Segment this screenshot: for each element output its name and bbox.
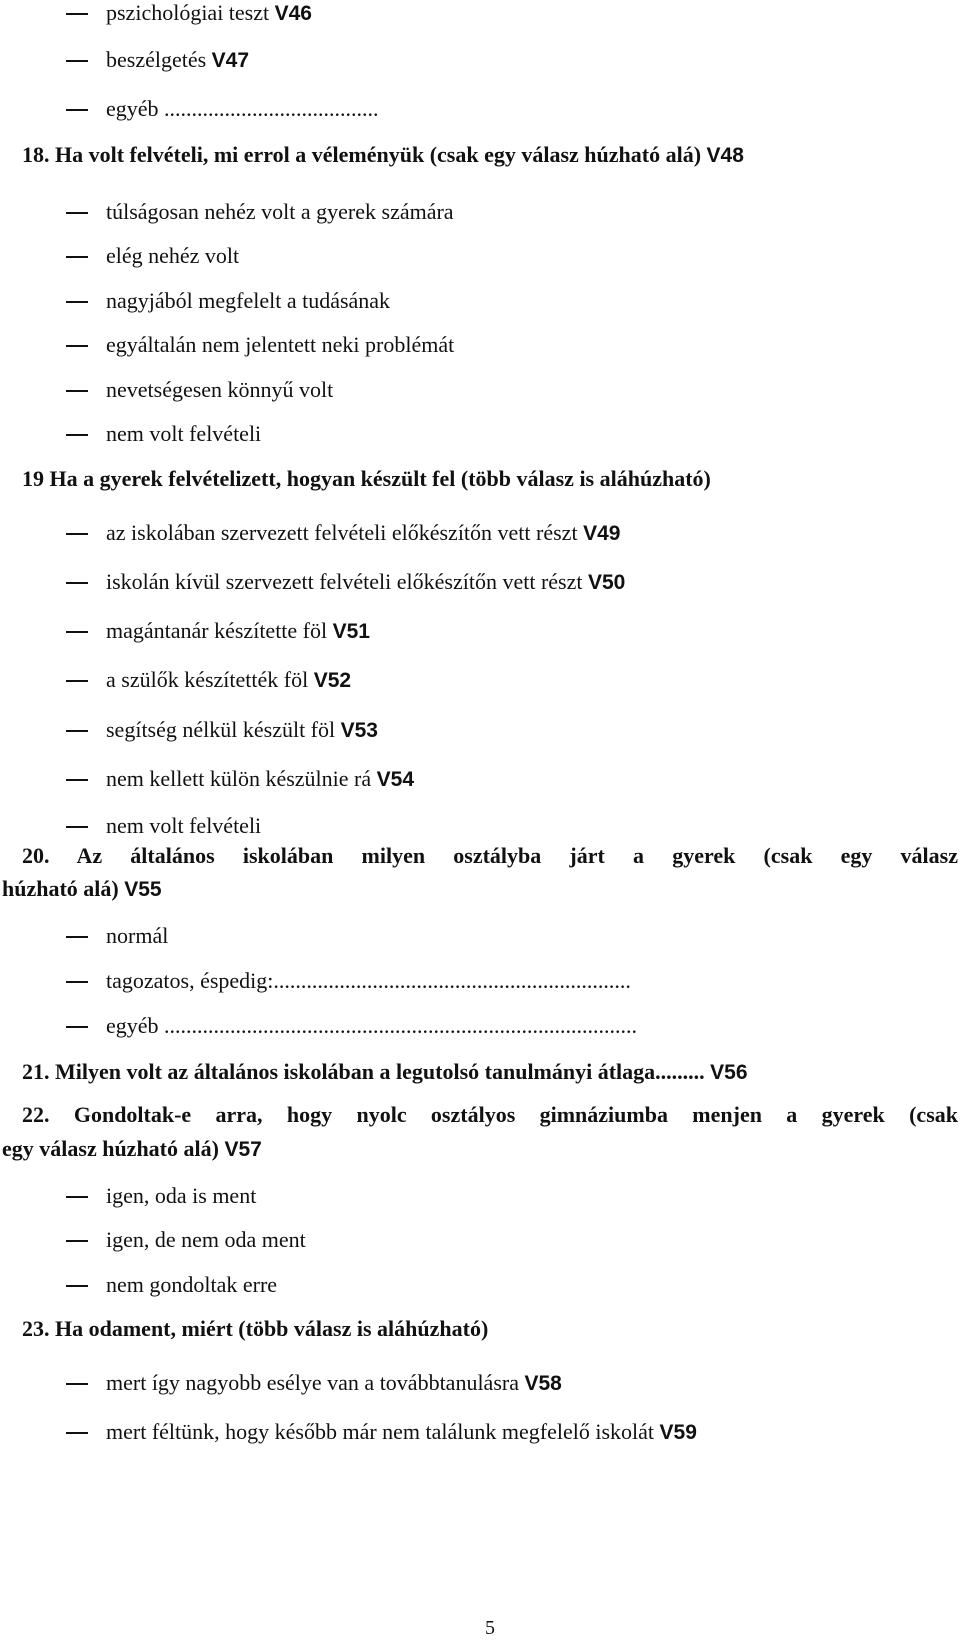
list-item: egyáltalán nem jelentett neki problémát xyxy=(66,332,454,358)
list-item: mert féltünk, hogy később már nem találunk megfelelő iskolát V59 xyxy=(66,1419,697,1445)
dash-bullet-icon xyxy=(66,631,88,633)
question-23: 23. Ha odament, miért (több válasz is aláhúzható) xyxy=(22,1316,489,1341)
dash-bullet-icon xyxy=(66,109,88,111)
dash-bullet-icon xyxy=(66,60,88,62)
dash-bullet-icon xyxy=(66,730,88,732)
dash-bullet-icon xyxy=(66,1432,88,1434)
page-number: 5 xyxy=(485,1617,495,1639)
dash-bullet-icon xyxy=(66,256,88,258)
list-item: elég nehéz volt xyxy=(66,243,239,269)
list-item: igen, de nem oda ment xyxy=(66,1227,306,1253)
list-item: a szülők készítették föl V52 xyxy=(66,667,351,693)
dash-bullet-icon xyxy=(66,1383,88,1385)
list-item: normál xyxy=(66,923,168,949)
list-item: nem kellett külön készülnie rá V54 xyxy=(66,766,414,792)
list-item: nagyjából megfelelt a tudásának xyxy=(66,288,390,314)
question-19: 19 Ha a gyerek felvételizett, hogyan készült fel (több válasz is aláhúzható) xyxy=(22,466,711,491)
dash-bullet-icon xyxy=(66,13,88,15)
dash-bullet-icon xyxy=(66,212,88,214)
list-item: nem gondoltak erre xyxy=(66,1272,277,1298)
question-20-line1: 20. Az általános iskolában milyen osztályba járt a gyerek (csak egy válasz xyxy=(22,843,958,868)
list-item: nem volt felvételi xyxy=(66,421,261,447)
question-18: 18. Ha volt felvételi, mi errol a véleményük (csak egy válasz húzható alá) V48 xyxy=(22,142,744,167)
list-item: mert így nagyobb esélye van a továbbtanulásra V58 xyxy=(66,1370,562,1396)
list-item: magántanár készítette föl V51 xyxy=(66,618,370,644)
dash-bullet-icon xyxy=(66,582,88,584)
list-item: beszélgetés V47 xyxy=(66,47,249,73)
dash-bullet-icon xyxy=(66,1240,88,1242)
list-item: segítség nélkül készült föl V53 xyxy=(66,717,378,743)
list-item: iskolán kívül szervezett felvételi előkészítőn vett részt V50 xyxy=(66,569,625,595)
question-22-line2: egy válasz húzható alá) V57 xyxy=(2,1136,262,1161)
list-item: egyéb ....................................... xyxy=(66,96,379,122)
dash-bullet-icon xyxy=(66,1285,88,1287)
dash-bullet-icon xyxy=(66,434,88,436)
list-item: pszichológiai teszt V46 xyxy=(66,0,312,26)
question-22-line1: 22. Gondoltak-e arra, hogy nyolc osztályos gimnáziumba menjen a gyerek (csak xyxy=(22,1102,958,1127)
list-item: túlságosan nehéz volt a gyerek számára xyxy=(66,199,454,225)
dash-bullet-icon xyxy=(66,345,88,347)
list-item: nem volt felvételi xyxy=(66,813,261,839)
dash-bullet-icon xyxy=(66,1026,88,1028)
question-20-line2: húzható alá) V55 xyxy=(2,876,162,901)
dash-bullet-icon xyxy=(66,779,88,781)
list-item: tagozatos, éspedig:................................................................. xyxy=(66,968,631,994)
question-21: 21. Milyen volt az általános iskolában a legutolsó tanulmányi átlaga......... V56 xyxy=(22,1059,748,1084)
dash-bullet-icon xyxy=(66,301,88,303)
list-item: igen, oda is ment xyxy=(66,1183,256,1209)
list-item: az iskolában szervezett felvételi előkészítőn vett részt V49 xyxy=(66,520,620,546)
dash-bullet-icon xyxy=(66,390,88,392)
dash-bullet-icon xyxy=(66,826,88,828)
dash-bullet-icon xyxy=(66,680,88,682)
dash-bullet-icon xyxy=(66,981,88,983)
dash-bullet-icon xyxy=(66,533,88,535)
list-item: nevetségesen könnyű volt xyxy=(66,377,333,403)
dash-bullet-icon xyxy=(66,936,88,938)
list-item: egyéb ...................................................................................... xyxy=(66,1013,637,1039)
dash-bullet-icon xyxy=(66,1196,88,1198)
